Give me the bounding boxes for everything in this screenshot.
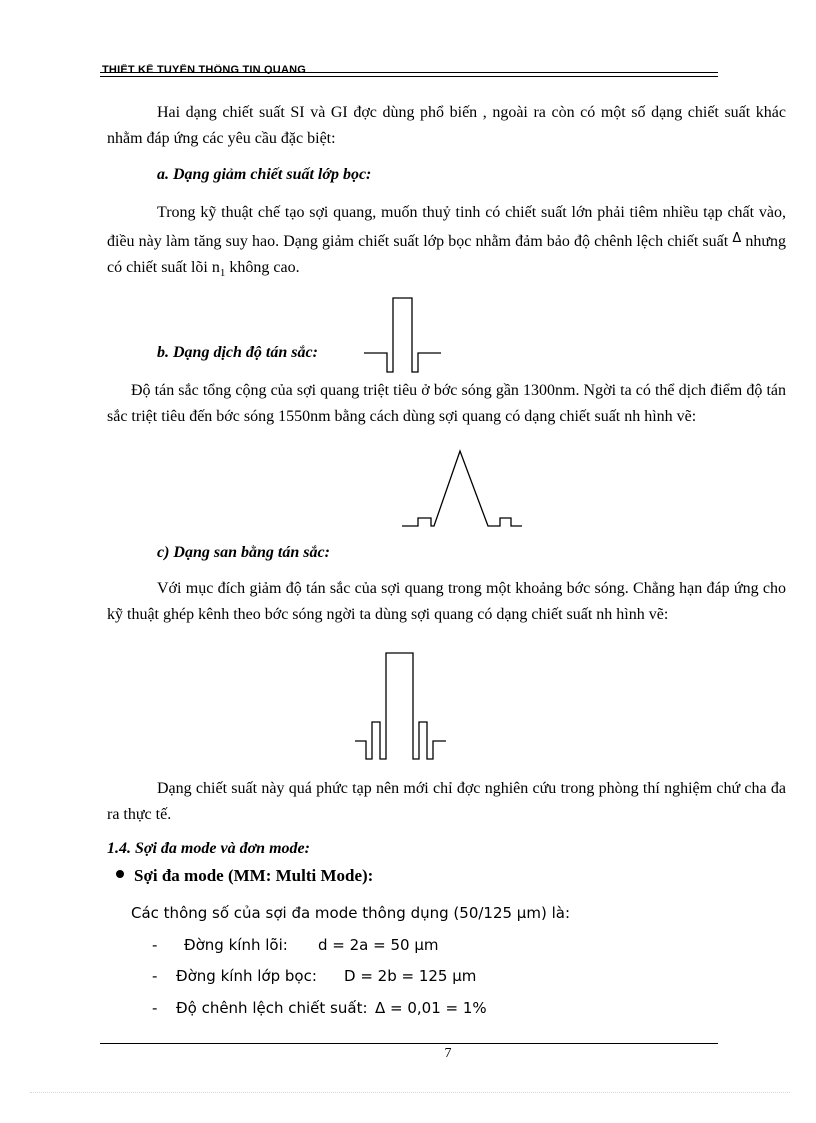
params-intro: Các thông số của sợi đa mode thông dụng (50/125 μm) là: [131, 904, 570, 922]
section-a-text-1: Trong kỹ thuật chế tạo sợi quang, muốn thuỷ tinh có chiết suất lớn phải tiêm nhiều tạp chất vào, điều này làm tăng suy hao. Dạng giảm chiết suất lớp bọc nhằm đảm bảo độ chênh lệch chiết suất [107, 204, 786, 250]
param-index-difference-value: Δ = 0,01 = 1% [375, 999, 487, 1017]
param-core-diameter-value: d = 2a = 50 μm [318, 936, 439, 954]
heading-section-1-4: 1.4. Sợi đa mode và đơn mode: [107, 840, 310, 857]
heading-section-b: b. Dạng dịch độ tán sắc: [157, 344, 318, 361]
section-b-paragraph [107, 378, 786, 430]
section-a-text-3: không cao. [229, 259, 300, 276]
header-rule-bottom [100, 76, 718, 77]
intro-paragraph: Hai dạng chiết suất SI và GI đợc dùng phổ biến , ngoài ra còn có một số dạng chiết suất khác nhằm đáp ứng các yêu cầu đặc biệt: [107, 104, 786, 147]
profile-line-triangle [402, 451, 522, 526]
page-bottom-dotted-line [30, 1092, 790, 1093]
bullet-multimode: Sợi đa mode (MM: Multi Mode): [134, 866, 374, 885]
delta-symbol: Δ [732, 231, 742, 246]
section-c-paragraph: Với mục đích giảm độ tán sắc của sợi quang trong một khoảng bớc sóng. Chẳng hạn đáp ứng cho kỹ thuật ghép kênh theo bớc sóng ngời ta dùng sợi quang có dạng chiết suất nh hình vẽ: [107, 580, 786, 623]
refractive-profile-diagram-b [360, 294, 450, 374]
heading-section-c: c) Dạng san bằng tán sắc: [157, 544, 330, 561]
running-header: THIẾT KẾ TUYẾN THÔNG TIN QUANG [102, 64, 306, 74]
param-core-diameter-label: Đờng kính lõi: [184, 936, 288, 954]
header-rule-top [100, 72, 718, 73]
bullet-dot [116, 870, 124, 878]
list-marker: - [152, 936, 158, 954]
param-cladding-diameter-label: Đờng kính lớp bọc: [176, 967, 317, 985]
list-marker: - [152, 967, 158, 985]
param-index-difference-label: Độ chênh lệch chiết suất: [176, 999, 368, 1017]
section-c-after-paragraph: Dạng chiết suất này quá phức tạp nên mới chỉ đợc nghiên cứu trong phòng thí nghiệm chứ cha đa ra thực tế. [107, 780, 786, 823]
section-a-paragraph [107, 200, 786, 286]
profile-line-c [355, 653, 446, 759]
list-marker: - [152, 999, 158, 1017]
section-b-text: Độ tán sắc tổng cộng của sợi quang triệt tiêu ở bớc sóng gần 1300nm. Ngời ta có thể dịch điểm độ tán sắc triệt tiêu đến bớc sóng 1550nm bằng cách dùng sợi quang có dạng chiết suất nh hình vẽ: [107, 382, 786, 425]
n1-subscript: 1 [219, 267, 226, 280]
param-cladding-diameter-value: D = 2b = 125 μm [344, 967, 477, 985]
refractive-profile-diagram-c [350, 650, 460, 765]
section-a-text-2: nhưng có chiết suất lõi n [107, 233, 787, 276]
page-number: 7 [444, 1046, 452, 1061]
heading-section-a: a. Dạng giảm chiết suất lớp bọc: [157, 166, 372, 183]
profile-line-b [364, 298, 441, 372]
footer-rule [100, 1043, 718, 1044]
refractive-profile-diagram-triangle [400, 448, 525, 528]
